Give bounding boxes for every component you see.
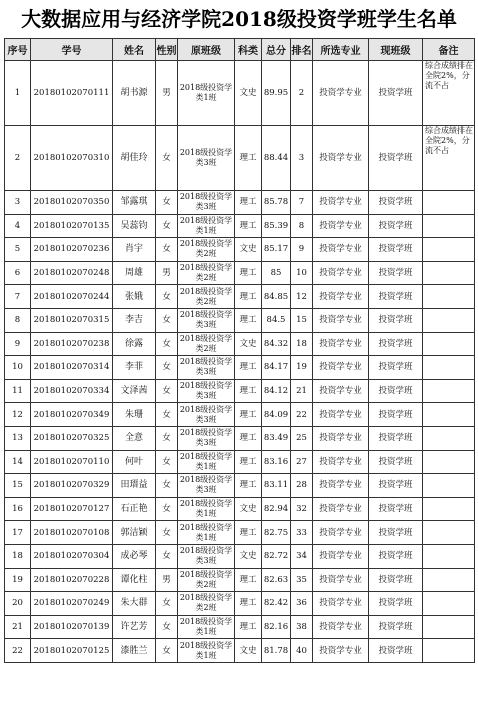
cell-orig-class: 2018级投资学类3班 — [178, 191, 235, 215]
cell-rank: 2 — [291, 61, 313, 126]
cell-note: 综合成绩排在全院2%，分流不占 — [423, 61, 475, 126]
cell-note — [423, 639, 475, 663]
cell-no: 18 — [5, 544, 31, 568]
cell-no: 14 — [5, 450, 31, 474]
cell-major: 投资学专业 — [313, 379, 369, 403]
cell-current-class: 投资学班 — [369, 61, 423, 126]
table-row — [5, 615, 475, 639]
cell-student-id: 20180102070314 — [31, 356, 113, 380]
cell-current-class: 投资学班 — [369, 332, 423, 356]
cell-current-class: 投资学班 — [369, 497, 423, 521]
table-row — [5, 426, 475, 450]
cell-sex: 女 — [156, 639, 178, 663]
cell-note — [423, 544, 475, 568]
cell-student-id: 20180102070244 — [31, 285, 113, 309]
cell-note — [423, 332, 475, 356]
cell-no: 21 — [5, 615, 31, 639]
cell-student-id: 20180102070325 — [31, 426, 113, 450]
table-row — [5, 126, 475, 191]
cell-current-class: 投资学班 — [369, 356, 423, 380]
cell-major: 投资学专业 — [313, 450, 369, 474]
cell-category: 理工 — [235, 214, 262, 238]
cell-name: 何叶 — [113, 450, 156, 474]
cell-score: 84.09 — [262, 403, 291, 427]
cell-score: 82.63 — [262, 568, 291, 592]
cell-major: 投资学专业 — [313, 544, 369, 568]
cell-orig-class: 2018级投资学类3班 — [178, 426, 235, 450]
cell-category: 文史 — [235, 238, 262, 262]
cell-student-id: 20180102070329 — [31, 474, 113, 498]
cell-note — [423, 261, 475, 285]
cell-rank: 38 — [291, 615, 313, 639]
cell-score: 85.39 — [262, 214, 291, 238]
cell-sex: 女 — [156, 332, 178, 356]
table-row — [5, 497, 475, 521]
cell-student-id: 20180102070310 — [31, 126, 113, 191]
cell-sex: 女 — [156, 191, 178, 215]
table-row — [5, 261, 475, 285]
cell-sex: 男 — [156, 261, 178, 285]
cell-score: 84.12 — [262, 379, 291, 403]
cell-current-class: 投资学班 — [369, 238, 423, 262]
cell-rank: 36 — [291, 592, 313, 616]
cell-note — [423, 592, 475, 616]
table-row — [5, 592, 475, 616]
col-header-category: 科类 — [235, 39, 262, 61]
cell-current-class: 投资学班 — [369, 544, 423, 568]
cell-student-id: 20180102070315 — [31, 308, 113, 332]
cell-student-id: 20180102070249 — [31, 592, 113, 616]
cell-category: 理工 — [235, 521, 262, 545]
cell-note — [423, 356, 475, 380]
cell-current-class: 投资学班 — [369, 403, 423, 427]
cell-current-class: 投资学班 — [369, 450, 423, 474]
cell-rank: 10 — [291, 261, 313, 285]
cell-orig-class: 2018级投资学类3班 — [178, 403, 235, 427]
cell-student-id: 20180102070108 — [31, 521, 113, 545]
cell-orig-class: 2018级投资学类1班 — [178, 497, 235, 521]
cell-orig-class: 2018级投资学类2班 — [178, 261, 235, 285]
cell-category: 理工 — [235, 191, 262, 215]
cell-orig-class: 2018级投资学类3班 — [178, 474, 235, 498]
cell-orig-class: 2018级投资学类3班 — [178, 356, 235, 380]
cell-note — [423, 403, 475, 427]
cell-note — [423, 568, 475, 592]
cell-name: 文泽茜 — [113, 379, 156, 403]
cell-note — [423, 308, 475, 332]
cell-major: 投资学专业 — [313, 592, 369, 616]
cell-orig-class: 2018级投资学类1班 — [178, 61, 235, 126]
cell-rank: 32 — [291, 497, 313, 521]
cell-major: 投资学专业 — [313, 639, 369, 663]
cell-name: 许艺芳 — [113, 615, 156, 639]
cell-category: 文史 — [235, 332, 262, 356]
cell-note — [423, 285, 475, 309]
cell-category: 理工 — [235, 379, 262, 403]
table-row — [5, 191, 475, 215]
cell-sex: 女 — [156, 426, 178, 450]
cell-major: 投资学专业 — [313, 403, 369, 427]
cell-no: 22 — [5, 639, 31, 663]
cell-sex: 男 — [156, 61, 178, 126]
cell-orig-class: 2018级投资学类2班 — [178, 285, 235, 309]
cell-no: 15 — [5, 474, 31, 498]
cell-name: 邹露琪 — [113, 191, 156, 215]
cell-no: 4 — [5, 214, 31, 238]
cell-student-id: 20180102070110 — [31, 450, 113, 474]
col-header-sex: 性别 — [156, 39, 178, 61]
student-table — [4, 38, 475, 663]
table-row — [5, 544, 475, 568]
table-header-row — [5, 39, 475, 61]
cell-name: 田瑨益 — [113, 474, 156, 498]
cell-major: 投资学专业 — [313, 238, 369, 262]
cell-current-class: 投资学班 — [369, 214, 423, 238]
col-header-orig-class: 原班级 — [178, 39, 235, 61]
cell-no: 10 — [5, 356, 31, 380]
cell-current-class: 投资学班 — [369, 191, 423, 215]
cell-note — [423, 474, 475, 498]
cell-name: 吴蕊钧 — [113, 214, 156, 238]
col-header-major: 所选专业 — [313, 39, 369, 61]
cell-name: 周雄 — [113, 261, 156, 285]
cell-category: 理工 — [235, 474, 262, 498]
cell-category: 文史 — [235, 544, 262, 568]
cell-no: 16 — [5, 497, 31, 521]
cell-current-class: 投资学班 — [369, 126, 423, 191]
cell-score: 83.16 — [262, 450, 291, 474]
cell-note — [423, 191, 475, 215]
cell-rank: 18 — [291, 332, 313, 356]
cell-score: 82.16 — [262, 615, 291, 639]
col-header-rank: 排名 — [291, 39, 313, 61]
cell-name: 成必琴 — [113, 544, 156, 568]
cell-score: 84.5 — [262, 308, 291, 332]
cell-name: 谭化柱 — [113, 568, 156, 592]
col-header-note: 备注 — [423, 39, 475, 61]
cell-category: 理工 — [235, 126, 262, 191]
cell-no: 6 — [5, 261, 31, 285]
cell-major: 投资学专业 — [313, 191, 369, 215]
cell-sex: 女 — [156, 126, 178, 191]
cell-major: 投资学专业 — [313, 356, 369, 380]
cell-note — [423, 214, 475, 238]
cell-major: 投资学专业 — [313, 474, 369, 498]
cell-no: 19 — [5, 568, 31, 592]
col-header-current-class: 现班级 — [369, 39, 423, 61]
cell-category: 理工 — [235, 285, 262, 309]
cell-orig-class: 2018级投资学类2班 — [178, 592, 235, 616]
cell-major: 投资学专业 — [313, 308, 369, 332]
cell-rank: 27 — [291, 450, 313, 474]
cell-major: 投资学专业 — [313, 261, 369, 285]
cell-student-id: 20180102070350 — [31, 191, 113, 215]
cell-orig-class: 2018级投资学类1班 — [178, 450, 235, 474]
table-row — [5, 521, 475, 545]
cell-name: 徐露 — [113, 332, 156, 356]
table-row — [5, 332, 475, 356]
cell-major: 投资学专业 — [313, 332, 369, 356]
cell-current-class: 投资学班 — [369, 474, 423, 498]
cell-category: 理工 — [235, 426, 262, 450]
cell-rank: 19 — [291, 356, 313, 380]
cell-name: 胡佳玲 — [113, 126, 156, 191]
cell-current-class: 投资学班 — [369, 568, 423, 592]
cell-sex: 女 — [156, 497, 178, 521]
cell-rank: 25 — [291, 426, 313, 450]
cell-no: 13 — [5, 426, 31, 450]
cell-score: 85.17 — [262, 238, 291, 262]
cell-current-class: 投资学班 — [369, 308, 423, 332]
cell-major: 投资学专业 — [313, 126, 369, 191]
cell-rank: 35 — [291, 568, 313, 592]
cell-rank: 22 — [291, 403, 313, 427]
cell-sex: 女 — [156, 379, 178, 403]
cell-score: 82.72 — [262, 544, 291, 568]
table-body — [5, 61, 475, 663]
cell-major: 投资学专业 — [313, 568, 369, 592]
col-header-score: 总分 — [262, 39, 291, 61]
cell-score: 83.49 — [262, 426, 291, 450]
cell-student-id: 20180102070349 — [31, 403, 113, 427]
cell-name: 胡书源 — [113, 61, 156, 126]
cell-category: 理工 — [235, 356, 262, 380]
cell-orig-class: 2018级投资学类1班 — [178, 639, 235, 663]
cell-major: 投资学专业 — [313, 615, 369, 639]
cell-current-class: 投资学班 — [369, 426, 423, 450]
cell-no: 8 — [5, 308, 31, 332]
cell-name: 李吉 — [113, 308, 156, 332]
cell-student-id: 20180102070236 — [31, 238, 113, 262]
cell-category: 理工 — [235, 403, 262, 427]
cell-orig-class: 2018级投资学类2班 — [178, 332, 235, 356]
cell-note — [423, 497, 475, 521]
cell-student-id: 20180102070238 — [31, 332, 113, 356]
cell-category: 文史 — [235, 639, 262, 663]
cell-orig-class: 2018级投资学类1班 — [178, 615, 235, 639]
cell-rank: 3 — [291, 126, 313, 191]
cell-score: 84.32 — [262, 332, 291, 356]
cell-no: 11 — [5, 379, 31, 403]
table-row — [5, 450, 475, 474]
cell-category: 理工 — [235, 568, 262, 592]
cell-score: 82.42 — [262, 592, 291, 616]
cell-orig-class: 2018级投资学类3班 — [178, 308, 235, 332]
cell-rank: 28 — [291, 474, 313, 498]
cell-student-id: 20180102070127 — [31, 497, 113, 521]
cell-sex: 女 — [156, 308, 178, 332]
cell-category: 文史 — [235, 61, 262, 126]
cell-note — [423, 450, 475, 474]
cell-category: 文史 — [235, 497, 262, 521]
cell-rank: 9 — [291, 238, 313, 262]
cell-rank: 21 — [291, 379, 313, 403]
cell-major: 投资学专业 — [313, 214, 369, 238]
cell-student-id: 20180102070111 — [31, 61, 113, 126]
cell-sex: 女 — [156, 356, 178, 380]
cell-current-class: 投资学班 — [369, 521, 423, 545]
cell-no: 20 — [5, 592, 31, 616]
cell-category: 理工 — [235, 592, 262, 616]
cell-no: 5 — [5, 238, 31, 262]
cell-score: 82.75 — [262, 521, 291, 545]
cell-orig-class: 2018级投资学类2班 — [178, 568, 235, 592]
cell-name: 朱珊 — [113, 403, 156, 427]
cell-student-id: 20180102070248 — [31, 261, 113, 285]
table-row — [5, 474, 475, 498]
col-header-no: 序号 — [5, 39, 31, 61]
cell-sex: 女 — [156, 285, 178, 309]
cell-major: 投资学专业 — [313, 521, 369, 545]
cell-note — [423, 521, 475, 545]
cell-current-class: 投资学班 — [369, 285, 423, 309]
cell-score: 85 — [262, 261, 291, 285]
cell-student-id: 20180102070334 — [31, 379, 113, 403]
cell-sex: 女 — [156, 214, 178, 238]
table-row — [5, 214, 475, 238]
col-header-id: 学号 — [31, 39, 113, 61]
cell-major: 投资学专业 — [313, 61, 369, 126]
cell-no: 7 — [5, 285, 31, 309]
cell-score: 89.95 — [262, 61, 291, 126]
cell-rank: 40 — [291, 639, 313, 663]
cell-sex: 女 — [156, 592, 178, 616]
cell-student-id: 20180102070228 — [31, 568, 113, 592]
cell-rank: 33 — [291, 521, 313, 545]
cell-name: 漆胜兰 — [113, 639, 156, 663]
cell-student-id: 20180102070304 — [31, 544, 113, 568]
cell-rank: 15 — [291, 308, 313, 332]
cell-sex: 女 — [156, 403, 178, 427]
cell-student-id: 20180102070125 — [31, 639, 113, 663]
cell-major: 投资学专业 — [313, 426, 369, 450]
cell-score: 85.78 — [262, 191, 291, 215]
table-row — [5, 285, 475, 309]
table-row — [5, 379, 475, 403]
cell-score: 84.17 — [262, 356, 291, 380]
cell-no: 12 — [5, 403, 31, 427]
cell-note — [423, 238, 475, 262]
table-row — [5, 568, 475, 592]
cell-sex: 女 — [156, 544, 178, 568]
cell-name: 张娥 — [113, 285, 156, 309]
cell-name: 石正艳 — [113, 497, 156, 521]
cell-orig-class: 2018级投资学类1班 — [178, 214, 235, 238]
cell-score: 88.44 — [262, 126, 291, 191]
cell-current-class: 投资学班 — [369, 592, 423, 616]
page-title: 大数据应用与经济学院2018级投资学班学生名单 — [21, 7, 457, 31]
cell-no: 3 — [5, 191, 31, 215]
cell-no: 9 — [5, 332, 31, 356]
cell-no: 2 — [5, 126, 31, 191]
cell-category: 理工 — [235, 450, 262, 474]
cell-note — [423, 615, 475, 639]
cell-name: 肖宇 — [113, 238, 156, 262]
cell-category: 理工 — [235, 261, 262, 285]
table-row — [5, 356, 475, 380]
cell-category: 理工 — [235, 308, 262, 332]
cell-orig-class: 2018级投资学类1班 — [178, 521, 235, 545]
cell-rank: 34 — [291, 544, 313, 568]
cell-note: 综合成绩排在全院2%，分流不占 — [423, 126, 475, 191]
cell-orig-class: 2018级投资学类3班 — [178, 379, 235, 403]
cell-no: 1 — [5, 61, 31, 126]
cell-sex: 男 — [156, 568, 178, 592]
cell-sex: 女 — [156, 450, 178, 474]
col-header-name: 姓名 — [113, 39, 156, 61]
cell-student-id: 20180102070139 — [31, 615, 113, 639]
table-row — [5, 639, 475, 663]
table-row — [5, 61, 475, 126]
cell-orig-class: 2018级投资学类2班 — [178, 238, 235, 262]
cell-rank: 12 — [291, 285, 313, 309]
cell-name: 李菲 — [113, 356, 156, 380]
table-row — [5, 308, 475, 332]
cell-note — [423, 426, 475, 450]
cell-current-class: 投资学班 — [369, 639, 423, 663]
cell-score: 83.11 — [262, 474, 291, 498]
cell-current-class: 投资学班 — [369, 379, 423, 403]
cell-sex: 女 — [156, 238, 178, 262]
cell-orig-class: 2018级投资学类3班 — [178, 544, 235, 568]
cell-rank: 8 — [291, 214, 313, 238]
cell-no: 17 — [5, 521, 31, 545]
cell-note — [423, 379, 475, 403]
cell-sex: 女 — [156, 615, 178, 639]
cell-name: 郭洁颖 — [113, 521, 156, 545]
cell-score: 82.94 — [262, 497, 291, 521]
cell-orig-class: 2018级投资学类3班 — [178, 126, 235, 191]
cell-major: 投资学专业 — [313, 497, 369, 521]
cell-major: 投资学专业 — [313, 285, 369, 309]
table-row — [5, 403, 475, 427]
cell-sex: 女 — [156, 474, 178, 498]
cell-name: 朱大群 — [113, 592, 156, 616]
cell-sex: 女 — [156, 521, 178, 545]
cell-current-class: 投资学班 — [369, 261, 423, 285]
cell-name: 全意 — [113, 426, 156, 450]
cell-category: 理工 — [235, 615, 262, 639]
cell-rank: 7 — [291, 191, 313, 215]
cell-score: 81.78 — [262, 639, 291, 663]
cell-student-id: 20180102070135 — [31, 214, 113, 238]
cell-current-class: 投资学班 — [369, 615, 423, 639]
table-row — [5, 238, 475, 262]
cell-score: 84.85 — [262, 285, 291, 309]
